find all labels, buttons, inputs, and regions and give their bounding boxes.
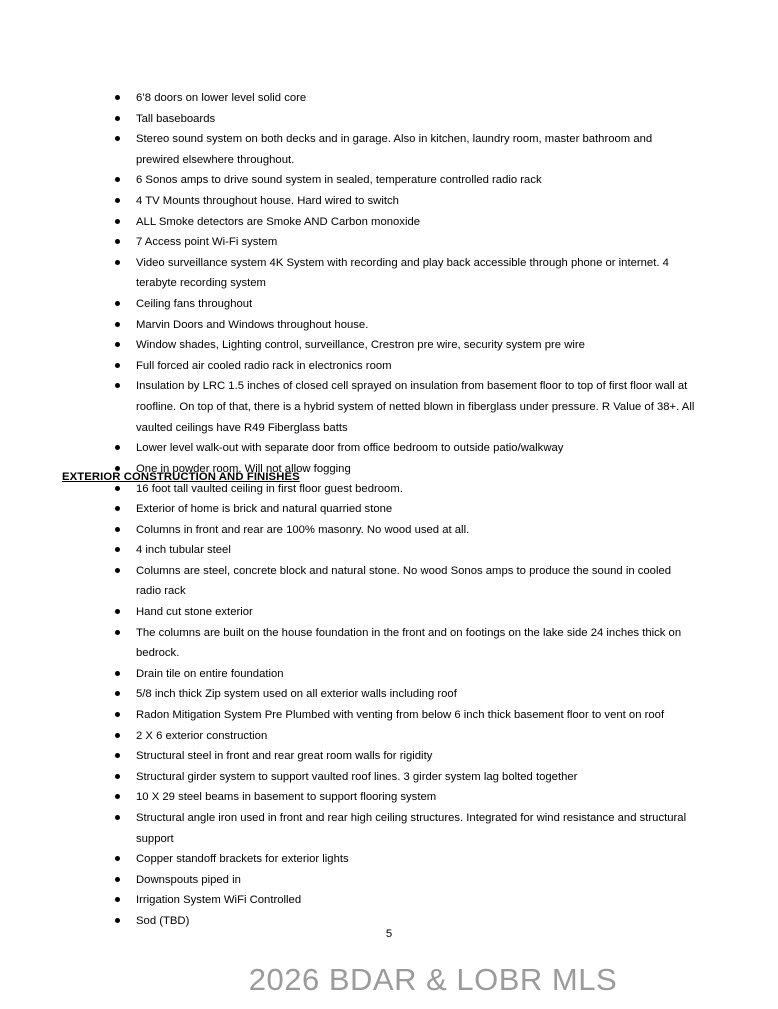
bullet-icon	[115, 219, 120, 224]
list-item-text: 16 foot tall vaulted ceiling in first floor guest bedroom.	[136, 483, 403, 496]
bullet-icon	[115, 363, 120, 368]
list-item-text: Exterior of home is brick and natural quarried stone	[136, 503, 393, 515]
list-item-text: Columns in front and rear are 100% masonry. No wood used at all.	[136, 523, 470, 536]
list-item	[136, 767, 698, 788]
list-item	[136, 849, 698, 870]
bullet-icon	[115, 301, 120, 306]
bullet-icon	[115, 198, 120, 203]
exterior-bullet-list	[136, 499, 698, 931]
list-item	[136, 684, 698, 705]
bullet-icon	[115, 815, 120, 820]
list-item	[136, 664, 698, 685]
list-item-text: ALL Smoke detectors are Smoke AND Carbon monoxide	[136, 215, 421, 228]
bullet-icon	[115, 136, 120, 141]
list-item	[136, 705, 698, 726]
list-item-text: 6 Sonos amps to drive sound system in sealed, temperature controlled radio rack	[136, 174, 542, 187]
list-item-text: Ceiling fans throughout	[136, 297, 253, 310]
bullet-icon	[115, 383, 120, 388]
list-item-text: 4 TV Mounts throughout house. Hard wired to switch	[136, 194, 399, 207]
list-item-text: Hand cut stone exterior	[136, 605, 253, 618]
list-item	[136, 212, 696, 233]
list-item-text: Structural girder system to support vaulted roof lines. 3 girder system lag bolted together	[136, 770, 578, 783]
bullet-icon	[115, 877, 120, 882]
list-item	[136, 191, 696, 212]
list-item	[136, 438, 696, 459]
list-item-text: Drain tile on entire foundation	[136, 667, 284, 680]
list-item	[136, 870, 698, 891]
list-item-text: 7 Access point Wi-Fi system	[136, 236, 278, 249]
list-item-text: Lower level walk-out with separate door from office bedroom to outside patio/walkway	[136, 442, 564, 455]
list-item	[136, 623, 698, 664]
list-item	[136, 109, 696, 130]
bullet-icon	[115, 506, 120, 511]
list-item	[136, 335, 696, 356]
list-item	[136, 808, 698, 849]
list-item	[136, 129, 696, 170]
bullet-icon	[115, 609, 120, 614]
interior-bullet-list	[136, 88, 696, 500]
bullet-icon	[115, 95, 120, 100]
list-item	[136, 890, 698, 911]
list-item	[136, 787, 698, 808]
bullet-icon	[115, 774, 120, 779]
list-item	[136, 356, 696, 377]
list-item	[136, 294, 696, 315]
list-item	[136, 561, 698, 602]
bullet-icon	[115, 260, 120, 265]
bullet-icon	[115, 733, 120, 738]
list-item-text: Tall baseboards	[136, 112, 216, 125]
bullet-icon	[115, 671, 120, 676]
list-item	[136, 746, 698, 767]
bullet-icon	[115, 712, 120, 717]
interior-features-list	[136, 88, 696, 500]
section-heading: EXTERIOR CONSTRUCTION AND FINISHES	[62, 471, 300, 483]
list-item	[136, 499, 698, 520]
bullet-icon	[115, 239, 120, 244]
bullet-icon	[115, 466, 120, 471]
list-item-text: Irrigation System WiFi Controlled	[136, 894, 302, 907]
list-item	[136, 540, 698, 561]
bullet-icon	[115, 445, 120, 450]
list-item-text: Video surveillance system 4K System with recording and play back accessible through phone or internet. 4 terabyte recording system	[136, 256, 669, 290]
list-item-text: 6’8 doors on lower level solid core	[136, 92, 307, 104]
bullet-icon	[115, 547, 120, 552]
list-item	[136, 253, 696, 294]
list-item-text: Insulation by LRC 1.5 inches of closed cell sprayed on insulation from basement floor to top of first floor wall at roofline. On top of that, there is a hybrid system of netted blown in fiberglass under pressure. R Value of 38+. All vaulted ceilings have R49 Fiberglass batts	[136, 380, 695, 434]
watermark-text: 2026 BDAR & LOBR MLS	[248, 962, 618, 997]
list-item	[136, 602, 698, 623]
list-item	[136, 88, 696, 109]
bullet-icon	[115, 322, 120, 327]
list-item-text: 4 inch tubular steel	[136, 544, 231, 557]
list-item-text: Structural angle iron used in front and rear high ceiling structures. Integrated for wind resistance and structural support	[136, 811, 687, 845]
bullet-icon	[115, 856, 120, 861]
list-item-text: Sod (TBD)	[136, 914, 190, 927]
bullet-icon	[115, 794, 120, 799]
list-item	[136, 232, 696, 253]
bullet-icon	[115, 177, 120, 182]
list-item	[136, 520, 698, 541]
list-item-text: 2 X 6 exterior construction	[136, 729, 268, 742]
bullet-icon	[115, 116, 120, 121]
list-item-text: 10 X 29 steel beams in basement to support flooring system	[136, 791, 437, 804]
bullet-icon	[115, 527, 120, 532]
list-item-text: Structural steel in front and rear great room walls for rigidity	[136, 750, 433, 763]
bullet-icon	[115, 918, 120, 923]
list-item	[136, 726, 698, 747]
bullet-icon	[115, 486, 120, 491]
bullet-icon	[115, 568, 120, 573]
page-number: 5	[385, 928, 393, 940]
list-item-text: Window shades, Lighting control, surveillance, Crestron pre wire, security system pre wire	[136, 339, 585, 352]
watermark	[0, 962, 778, 998]
list-item-text: Radon Mitigation System Pre Plumbed with venting from below 6 inch thick basement floor to vent on roof	[136, 708, 665, 721]
list-item-text: The columns are built on the house foundation in the front and on footings on the lake side 24 inches thick on bedrock.	[136, 626, 682, 660]
list-item-text: Columns are steel, concrete block and natural stone. No wood Sonos amps to produce the sound in cooled radio rack	[136, 564, 672, 598]
list-item-text: Copper standoff brackets for exterior lights	[136, 853, 349, 866]
list-item	[136, 170, 696, 191]
list-item-text: 5/8 inch thick Zip system used on all exterior walls including roof	[136, 688, 457, 701]
bullet-icon	[115, 897, 120, 902]
list-item-text: One in powder room. Will not allow fogging	[136, 462, 351, 475]
list-item-text: Stereo sound system on both decks and in garage. Also in kitchen, laundry room, master bathroom and prewired elsewhere throughout.	[136, 133, 653, 166]
list-item-text: Marvin Doors and Windows throughout house.	[136, 318, 369, 331]
exterior-features-list	[136, 499, 698, 931]
list-item	[136, 315, 696, 336]
list-item-text: Full forced air cooled radio rack in electronics room	[136, 359, 392, 372]
bullet-icon	[115, 691, 120, 696]
list-item-text: Downspouts piped in	[136, 873, 241, 886]
bullet-icon	[115, 630, 120, 635]
list-item	[136, 376, 696, 438]
bullet-icon	[115, 753, 120, 758]
bullet-icon	[115, 342, 120, 347]
